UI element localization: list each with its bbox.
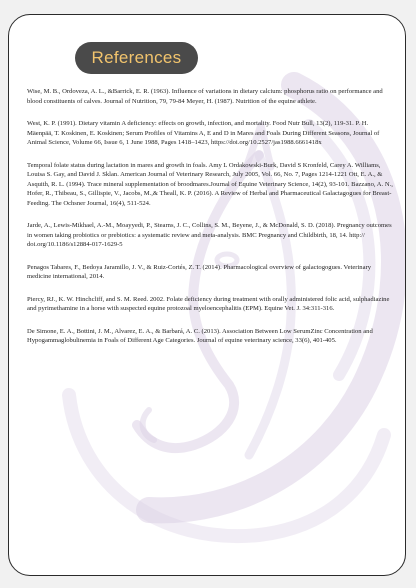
reference-item: Penagos Tabares, F., Bedoya Jaramillo, J. V., & Ruiz-Cortés, Z. T. (2014). Pharmacological overview of galactogogues. Veterinary medicine international, 2014.: [27, 263, 372, 280]
reference-item: Jarde, A., Lewis-Mikhael, A.-M., Moayyedi, P., Stearns, J. C., Collins, S. M., Beyene, J., & McDonald, S. D. (2018). Pregnancy outcomes in women taking probiotics or prebiotics: a systematic review and meta-analysis. BMC Pregnancy and Childbirth, 18, 14. http:// doi.org/10.1186/s12884-017-1629-5: [27, 222, 392, 248]
reference-item: Piercy, RJ., K. W. Hinchcliff, and S. M. Reed. 2002. Folate deficiency during treatment with orally administered folic acid, sulphadiazine and pyrimethamine in a horse with suspected equine protozoal myeloencephalitis (EPM). Equine Vet. J. 34:311-316.: [27, 295, 390, 312]
page-card: [8, 14, 406, 576]
reference-item: West, K. P. (1991). Dietary vitamin A deficiency: effects on growth, infection, and mortality. Food Nutr Bull, 13(2), 119-31. P. H. Mäenpää, T. Koskinen, E. Koskinen; Serum Profiles of Vitamins A, E and D in Mares and Foals During Different Seasons, Journal of Animal Science, Volume 66, Issue 6, 1 June 1988, Pages 1418–1423, https://doi.org/10.2527/jas1988.6661418x: [27, 120, 380, 146]
page-title: References: [91, 48, 182, 67]
section-title-badge: [75, 42, 198, 74]
reference-item: De Simone, E. A., Bottini, J. M., Alvarez, E. A., & Barbará, A. C. (2013). Association Between Low SerumZinc Concentration and Hypogammaglobulinemia in Foals of Different Age Categories. Journal of equine veterinary science, 33(6), 401-405.: [27, 327, 373, 344]
reference-item: Wise, M. B., Ordoveza, A. L., &Barrick, E. R. (1963). Influence of variations in dietary calcium: phosphorus ratio on performance and blood constituents of calves. Journal of Nutrition, 79, 79-84 Meyer, H. (1987). Nutrition of the equine athlete.: [27, 88, 383, 105]
reference-list: [27, 87, 395, 359]
reference-item: Temporal folate status during lactation in mares and growth in foals. Amy L Ordakowski-Burk, David S Kronfeld, Carey A. Williams, Louisa S. Gay, and David J. Sklan. American Journal of Veterinary Research, July 2005, Vol. 66, No. 7, Pages 1214-1221 Ott, E. A., & Asquith, R. L. (1994). Trace mineral supplementation of broodmares.Journal of Equine Veterinary Science, 14(2), 93-101. Bazzano, A. N., Hofer, R., Thibeau, S., Gillispie, V., Jacobs, M.,& Theall, K. P. (2016). A Review of Herbal and Pharmaceutical Galactagogues for Breast-Feeding. The Ochsner Journal, 16(4), 511-524.: [27, 161, 393, 207]
